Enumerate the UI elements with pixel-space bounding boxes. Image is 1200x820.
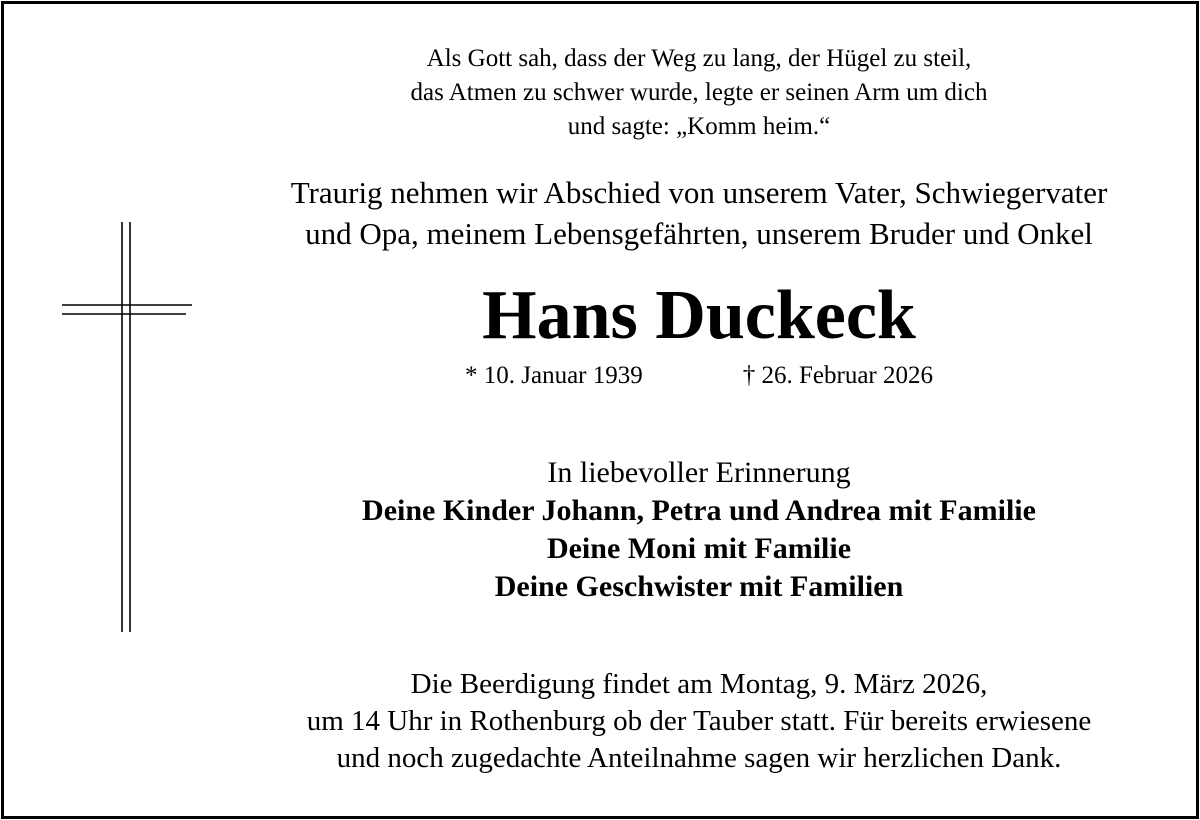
- cross-icon: [62, 222, 194, 632]
- funeral-line: und noch zugedachte Anteilnahme sagen wir herzlichen Dank.: [336, 742, 1062, 774]
- signers-block: [204, 492, 1194, 606]
- quote-block: [204, 42, 1194, 144]
- intro-text: [204, 172, 1194, 254]
- death-date: † 26. Februar 2026: [742, 362, 933, 389]
- quote-line: das Atmen zu schwer wurde, legte er seinen Arm um dich: [410, 79, 988, 106]
- signer-line: Deine Geschwister mit Familien: [494, 570, 904, 603]
- signer-line: Deine Kinder Johann, Petra und Andrea mit Familie: [362, 494, 1036, 527]
- intro-line: und Opa, meinem Lebensgefährten, unserem Bruder und Onkel: [305, 216, 1093, 251]
- signer-line: Deine Moni mit Familie: [546, 532, 852, 565]
- deceased-name: Hans Duckeck: [482, 277, 916, 354]
- funeral-notice: [204, 666, 1194, 777]
- life-dates: [204, 359, 1194, 393]
- funeral-line: Die Beerdigung findet am Montag, 9. März 2026,: [410, 668, 988, 700]
- funeral-line: um 14 Uhr in Rothenburg ob der Tauber statt. Für bereits erwiesene: [306, 705, 1092, 737]
- birth-date: * 10. Januar 1939: [465, 362, 643, 389]
- intro-line: Traurig nehmen wir Abschied von unserem Vater, Schwiegervater: [290, 175, 1108, 210]
- quote-line: Als Gott sah, dass der Weg zu lang, der Hügel zu steil,: [426, 45, 972, 72]
- quote-line: und sagte: „Komm heim.“: [567, 113, 831, 140]
- obituary-frame: [1, 1, 1199, 819]
- memory-heading: In liebevoller Erinnerung: [547, 456, 851, 489]
